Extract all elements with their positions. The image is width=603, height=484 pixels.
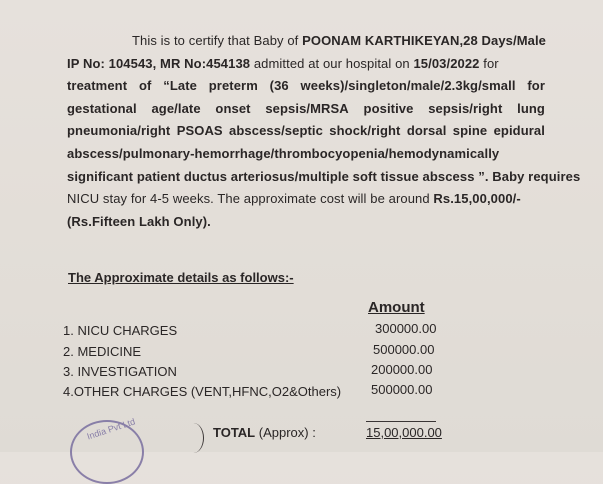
para-line-4 <box>67 98 545 121</box>
item-amount: 500000.00 <box>373 342 435 357</box>
para-line-2 <box>67 53 545 76</box>
w: epidural <box>493 123 545 139</box>
para-line-9: (Rs.Fifteen Lakh Only). <box>67 213 211 229</box>
w: abscess/septic <box>229 123 323 139</box>
heading-suffix: :- <box>284 270 294 285</box>
para-line-1 <box>67 30 545 53</box>
w: spine <box>452 123 488 139</box>
stamp-text: India Pvt Ltd <box>85 416 137 442</box>
item-amount: 200000.00 <box>371 362 433 377</box>
hospital-stamp <box>70 416 144 484</box>
w: sepsis/right <box>428 100 503 116</box>
item-label: 2. MEDICINE <box>63 344 142 359</box>
total-label <box>213 425 316 440</box>
para-line-5 <box>67 120 545 143</box>
total-rest: (Approx) : <box>255 425 316 440</box>
total-bold: TOTAL <box>213 425 256 440</box>
certificate-paragraph <box>67 30 581 233</box>
item-label: 4.OTHER CHARGES (VENT,HFNC,O2&Others) <box>63 384 342 399</box>
w: for <box>527 78 545 94</box>
item-amount: 300000.00 <box>375 321 437 336</box>
item-amount: 500000.00 <box>371 382 433 397</box>
w: sepsis/MRSA <box>265 100 349 116</box>
total-value: 15,00,000.00 <box>366 425 442 440</box>
para-line-7: significant patient ductus arteriosus/multiple soft tissue abscess ”. Baby requires <box>67 168 581 184</box>
w: positive <box>363 100 414 116</box>
admission-date: 15/03/2022 <box>413 55 480 71</box>
w: shock/right <box>329 123 401 139</box>
signature-mark <box>183 423 204 453</box>
cost-amount: Rs.15,00,000/- <box>433 191 521 207</box>
text: admitted at our hospital on <box>250 55 414 71</box>
details-heading <box>68 270 294 285</box>
w: (36 <box>269 78 289 94</box>
total-rule <box>366 421 436 422</box>
w: of <box>138 78 152 94</box>
para-line-8 <box>67 188 545 211</box>
w: weeks)/singleton/male/2.3kg/small <box>300 78 516 94</box>
item-label: 3. INVESTIGATION <box>63 364 177 379</box>
text: NICU stay for 4-5 weeks. The approximate cost will be around <box>67 191 434 207</box>
w: gestational <box>67 100 137 116</box>
ip-mr-number: IP No: 104543, MR No:454138 <box>67 55 251 71</box>
patient-name: POONAM KARTHIKEYAN,28 Days/Male <box>302 33 547 48</box>
w: PSOAS <box>176 123 223 139</box>
item-label: 1. NICU CHARGES <box>63 323 178 338</box>
amount-header: Amount <box>368 299 425 316</box>
para-line-6: abscess/pulmonary-hemorrhage/thrombocyopenia/hemodynamically <box>67 145 500 161</box>
text: This is to certify that Baby of <box>132 33 303 48</box>
text: for <box>479 55 499 71</box>
w: lung <box>517 100 545 116</box>
w: dorsal <box>406 123 447 139</box>
w: treatment <box>67 78 128 94</box>
w: “Late <box>163 78 197 94</box>
w: pneumonia/right <box>67 123 171 139</box>
w: age/late <box>151 100 201 116</box>
para-line-3 <box>67 75 545 98</box>
w: onset <box>215 100 251 116</box>
w: preterm <box>208 78 258 94</box>
heading-text: The Approximate details as follows <box>68 270 285 285</box>
